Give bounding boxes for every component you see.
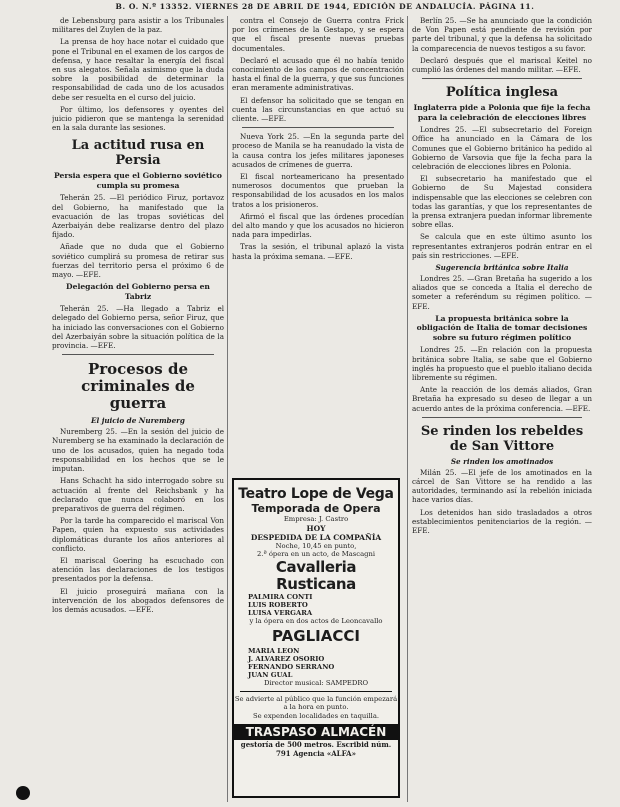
paragraph: Berlín 25. —Se ha anunciado que la condición de Von Papen está pendiente de revisión por parte del tribunal, y que la defensa ha solicitado la comparecencia de nuevos testigos a su favor.: [412, 16, 592, 53]
ad-season: Temporada de Opera: [251, 502, 381, 515]
ink-blot-mark: [16, 786, 30, 800]
paragraph: Nueva York 25. —En la segunda parte del proceso de Manila se ha reanudado la vista de la causa contra los jefes militares japoneses acusados de crímenes de guerra.: [232, 132, 404, 169]
ad-show-detail: 2.ª ópera en un acto, de Mascagni: [256, 550, 376, 558]
ad-show-time: Noche, 10,45 en punto,: [275, 541, 357, 550]
ad-cast-member: J. ALVAREZ OSORIO: [248, 654, 325, 663]
paragraph: La prensa de hoy hace notar el cuidado que pone el Tribunal en el examen de los cargos de defensa, y hace resaltar la energía del fiscal en sus alegatos. Señala asimismo que la duda sobre la posibilidad de determinar la responsabilidad de cada uno de los acusados debe ser resuelta en el curso del juicio.: [52, 37, 224, 102]
subheadline-amotinados: Se rinden los amotinados: [450, 456, 554, 466]
divider: [422, 78, 582, 79]
column-rule: [227, 16, 228, 802]
classified-title: TRASPASO ALMACÉN: [234, 724, 398, 740]
subheadline-nuremberg: El juicio de Nuremberg: [91, 416, 185, 426]
running-head: B. O. N.º 13352. VIERNES 28 DE ABRIL DE 1944, EDICIÓN DE ANDALUCÍA. PÁGINA 11.: [115, 2, 535, 11]
subheadline-tabriz: Delegación del Gobierno persa en Tabriz: [66, 282, 210, 301]
paragraph: El mariscal Goering ha escuchado con atención las declaraciones de los testigos presentados por la defensa.: [52, 555, 224, 584]
paragraph: Declaró el acusado que él no había tenido conocimiento de los campos de concentración hasta el final de la guerra, y que sus funciones eran meramente administrativas.: [232, 55, 404, 93]
paragraph: Teherán 25. —El periódico Firuz, portavoz del Gobierno, ha manifestado que la evacuación de las tropas soviéticas del Azerbaiyán debe realizarse dentro del plazo fijado.: [52, 193, 224, 240]
paragraph: Teherán 25. —Ha llegado a Tabriz el delegado del Gobierno persa, señor Firuz, que ha iniciado las conversaciones con el Gobierno del Azerbaiyán sobre la situación política de la provincia. —EFE.: [52, 304, 224, 351]
paragraph: Los detenidos han sido trasladados a otros establecimientos penitenciarios de la región. —EFE.: [412, 507, 592, 536]
ad-cast-member: PALMIRA CONTI: [248, 592, 313, 601]
headline-russia-persia: La actitud rusa en Persia: [71, 138, 205, 169]
column-middle: [232, 16, 404, 474]
ad-today: HOY: [306, 523, 326, 533]
ad-opera-pagliacci: PAGLIACCI: [272, 626, 360, 645]
ad-divider: [240, 691, 392, 692]
ad-cast-member: JUAN GUAL: [248, 671, 293, 680]
ad-theatre-name: Teatro Lope de Vega: [238, 486, 394, 502]
ad-cast-member: LUIS ROBERTO: [248, 600, 308, 609]
ad-cast-member: MARIA LEON: [248, 646, 300, 655]
column-left: [52, 16, 224, 802]
ad-cast-member: FERNANDO SERRANO: [248, 663, 335, 672]
column-right: [412, 16, 592, 802]
subheadline-propuesta: La propuesta británica sobre la obligación de Italia de tomar decisiones sobre su futuro régimen político: [416, 313, 588, 342]
paragraph: Afirmó el fiscal que las órdenes procedían del alto mando y que los acusados no hicieron nada para impedirlas.: [232, 211, 404, 240]
paragraph: Añade que no duda que el Gobierno soviético cumplirá su promesa de retirar sus fuerzas del territorio persa el próximo 6 de mayo. —EFE.: [52, 242, 224, 280]
subheadline-soviet-promise: Persia espera que el Gobierno soviético cumpla su promesa: [54, 171, 222, 190]
paragraph: contra el Consejo de Guerra contra Frick por los crímenes de la Gestapo, y se espera que el fiscal presente nuevas pruebas documentales.: [232, 16, 404, 53]
paragraph: El fiscal norteamericano ha presentado numerosos documentos que prueban la responsabilidad de los acusados en los malos tratos a los prisioneros.: [232, 172, 404, 209]
paragraph: El defensor ha solicitado que se tengan en cuenta las circunstancias en que actuó su cliente. —EFE.: [232, 95, 404, 124]
column-rule: [407, 16, 408, 802]
paragraph: Londres 25. —El subsecretario del Foreign Office ha anunciado en la Cámara de los Comunes que el Gobierno británico ha pedido al Gobierno de Varsovia que fije la fecha para la celebración de elecciones libres en Polonia.: [412, 125, 592, 172]
subheadline-italia: Sugerencia británica sobre Italia: [435, 263, 569, 273]
paragraph: Tras la sesión, el tribunal aplazó la vista hasta la próxima semana. —EFE.: [232, 242, 404, 261]
paragraph: El subsecretario ha manifestado que el Gobierno de Su Majestad considera indispensable que las elecciones se celebren con todas las garantías, y que los representantes de la prensa extranjera puedan informar libremente sobre ellas.: [412, 174, 592, 230]
ad-director: Director musical: SAMPEDRO: [263, 679, 369, 688]
paragraph: Por último, los defensores y oyentes del juicio pidieron que se mantenga la serenidad en la sala durante las sesiones.: [52, 104, 224, 133]
headline-politica-inglesa: Política inglesa: [445, 85, 559, 101]
paragraph: Londres 25. —En relación con la propuesta británica sobre Italia, se sabe que el Gobierno inglés ha propuesto que el pueblo italiano decida libremente su régimen.: [412, 345, 592, 382]
headline-war-criminals: Procesos de criminales de guerra: [81, 360, 195, 413]
paragraph: Milán 25. —El jefe de los amotinados en la cárcel de San Vittore se ha rendido a las autoridades, terminando así la rebelión iniciada hace varios días.: [412, 467, 592, 505]
ad-cast-member: LUISA VERGARA: [248, 608, 313, 617]
paragraph: Declaró después que el mariscal Keitel no cumplió las órdenes del mando militar. —EFE.: [412, 55, 592, 75]
paragraph: Por la tarde ha comparecido el mariscal Von Papen, quien ha expuesto sus actividades diplomáticas durante los años anteriores al conflicto.: [52, 516, 224, 553]
ad-notice: Se advierte al público que la función empezará a la hora en punto.: [234, 694, 398, 712]
subheadline-polonia: Inglaterra pide a Polonia que fije la fecha para la celebración de elecciones libres: [413, 103, 591, 122]
paragraph: Se calcula que en este último asunto los representantes extranjeros podrán entrar en el país sin restricciones. —EFE.: [412, 232, 592, 260]
ad-farewell: DESPEDIDA DE LA COMPAÑÍA: [250, 532, 382, 542]
paragraph: El juicio proseguirá mañana con la intervención de los abogados defensores de los demás acusados. —EFE.: [52, 586, 224, 614]
ad-tickets: Se expenden localidades en taquilla.: [252, 711, 380, 720]
divider: [62, 354, 214, 355]
ad-company: Empresa: J. Castro: [283, 515, 349, 523]
paragraph: Hans Schacht ha sido interrogado sobre su actuación al frente del Reichsbank y ha declarado que nunca colaboró en los preparativos de guerra del régimen.: [52, 476, 224, 513]
paragraph: Londres 25. —Gran Bretaña ha sugerido a los aliados que se conceda a Italia el derecho de someter a referéndum su régimen político. —EFE.: [412, 274, 592, 311]
ad-opera-cavalleria: Cavalleria Rusticana: [275, 557, 357, 593]
headline-san-vittore: Se rinden los rebeldes de San Vittore: [420, 423, 584, 454]
theatre-advertisement: [232, 478, 400, 798]
paragraph: Nuremberg 25. —En la sesión del juicio de Nuremberg se ha examinado la declaración de uno de los acusados, quien ha negado toda responsabilidad en los hechos que se le imputan.: [52, 427, 224, 474]
divider: [422, 417, 582, 418]
divider: [242, 127, 394, 128]
ad-and: y la ópera en dos actos de Leoncavallo: [249, 617, 383, 626]
paragraph: de Lebensburg para asistir a los Tribunales militares del Zuylen de la paz.: [52, 16, 224, 35]
paragraph: Ante la reacción de los demás aliados, Gran Bretaña ha expresado su deseo de llegar a un acuerdo antes de la próxima conferencia. —EFE.: [412, 385, 592, 413]
classified-text: gestoría de 500 metros. Escribid núm. 791 Agencia «ALFA»: [240, 740, 392, 758]
